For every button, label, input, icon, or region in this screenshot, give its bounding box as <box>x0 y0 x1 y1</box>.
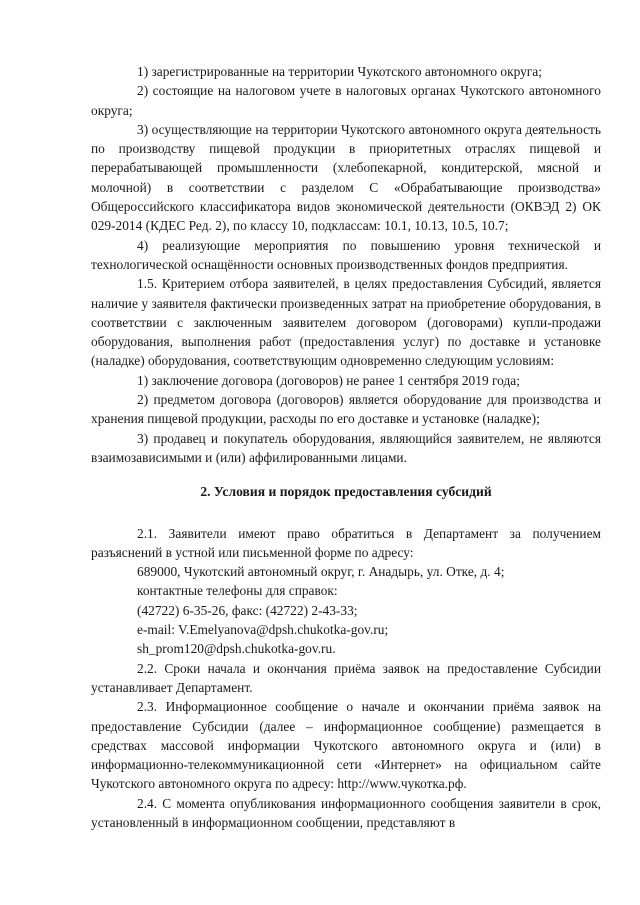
list-item-activity: 3) осуществляющие на территории Чукотского автономного округа деятельность по производству пищевой продукции в приоритетных отраслях пищевой и перерабатывающей промышленности (хлебопекарной, кондитерской, мясной и молочной) в соответствии с разделом С «Обрабатывающие производства» Общероссийского классификатора видов экономической деятельности (ОКВЭД 2) ОК 029-2014 (КДЕС Ред. 2), по классу 10, подклассам: 10.1, 10.13, 10.5, 10.7; <box>91 121 601 234</box>
address-line: 689000, Чукотский автономный округ, г. Анадырь, ул. Отке, д. 4; <box>137 564 505 580</box>
condition-item-1: 1) заключение договора (договоров) не ранее 1 сентября 2019 года; <box>137 372 520 388</box>
condition-item-3: 3) продавец и покупатель оборудования, являющийся заявителем, не являются взаимозависимыми и (или) аффилированными лицами. <box>91 430 601 465</box>
email-line-1: e-mail: V.Emelyanova@dpsh.chukotka-gov.ru; <box>137 622 389 638</box>
section-heading: 2. Условия и порядок предоставления субсидий <box>200 484 492 500</box>
clause-2-3: 2.3. Информационное сообщение о начале и окончании приёма заявок на предоставление Субсидии (далее – информационное сообщение) размещается в средствах массовой информации Чукотского автономного округа и (или) в информационно-телекоммуникационной сети «Интернет» на официальном сайте Чукотского автономного округа по адресу: http://www.чукотка.рф. <box>91 699 601 792</box>
list-item-registered: 1) зарегистрированные на территории Чукотского автономного округа; <box>137 64 542 79</box>
clause-2-1: 2.1. Заявители имеют право обратиться в Департамент за получением разъяснений в устной или письменной форме по адресу: <box>91 525 601 560</box>
clause-2-4: 2.4. С момента опубликования информационного сообщения заявители в срок, установленный в информационном сообщении, представляют в <box>91 795 601 830</box>
condition-item-2: 2) предметом договора (договоров) является оборудование для производства и хранения пищевой продукции, расходы по его доставке и установке (наладке); <box>91 392 601 427</box>
phones-line: (42722) 6-35-26, факс: (42722) 2-43-33; <box>137 602 358 618</box>
email-line-2: sh_prom120@dpsh.chukotka-gov.ru. <box>137 641 336 657</box>
clause-1-5: 1.5. Критерием отбора заявителей, в целях предоставления Субсидий, является наличие у заявителя фактически произведенных затрат на приобретение оборудования, в соответствии с заключенным заявителем договором (договорами) купли-продажи оборудования, выполнения работ (предоставления услуг) по доставке и установке (наладке) оборудования, соответствующим одновременно следующим условиям: <box>91 276 601 369</box>
clause-2-2: 2.2. Сроки начала и окончания приёма заявок на предоставление Субсидии устанавливает Департамент. <box>91 660 601 695</box>
phones-label: контактные телефоны для справок: <box>137 583 338 599</box>
list-item-equipment-measures: 4) реализующие мероприятия по повышению уровня технической и технологической оснащённости основных производственных фондов предприятия. <box>91 237 601 272</box>
list-item-tax-registered: 2) состоящие на налоговом учете в налоговых органах Чукотского автономного округа; <box>91 83 601 118</box>
